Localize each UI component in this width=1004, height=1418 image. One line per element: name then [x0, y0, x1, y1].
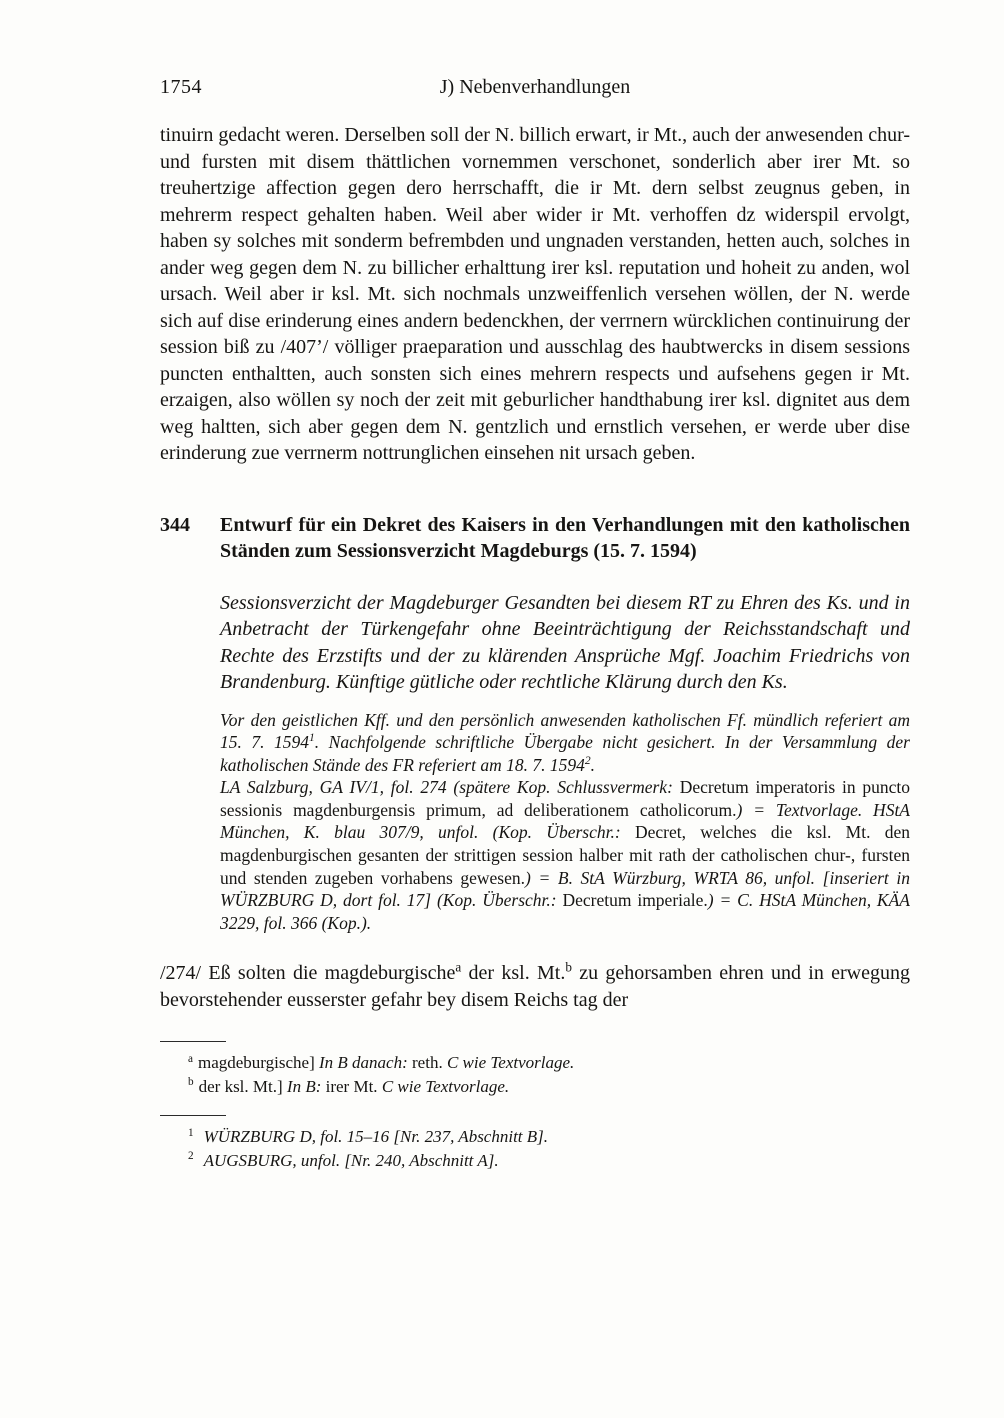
source-text: ) = Textvorlage. HStA München, K. blau 307/9, unfol. (Kop. Überschr.:	[220, 799, 910, 843]
footnote-ref-b: b	[565, 959, 572, 975]
source-quote: Decretum imperatoris in puncto sessionis magdenburgensis primum, ad deliberationem catholicorum.	[220, 777, 911, 820]
entry-number: 344	[160, 513, 190, 536]
edition-text-segment: der ksl. Mt.	[461, 962, 566, 985]
source-text: ) = C. HStA München, KÄA 3229, fol. 366 (Kop.).	[220, 890, 910, 933]
endnote-1	[188, 1125, 910, 1149]
page-number: 1754	[160, 76, 202, 98]
footnote-lemma: der ksl. Mt.]	[198, 1076, 287, 1096]
endnote-text: AUGSBURG, unfol. [Nr. 240, Abschnitt A].	[203, 1150, 499, 1170]
continuation-paragraph: tinuirn gedacht weren. Derselben soll der N. billich erwart, ir Mt., auch der anwesenden chur- und fursten mit disem thättlichen vornemmen verschonet, sonderlich aber irer Mt. so treuhertzige affection gegen dero herrschafft, die ir Mt. dern selbst zeugnus geben, in mehrerm respect gehalten haben. Weil aber wider ir Mt. verhoffen dz widerspil ervolgt, haben sy solches mit sonderm befrembden und ungnaden verstanden, hetten auch, solches in ander weg gegen dem N. zu billicher erhalttung irer ksl. reputation und hoheit zu anden, wol ursach. Weil aber ir ksl. Mt. sich nochmals unzweiffenlich versehen wöllen, der N. werde sich auf dise erinderung eines andern bedenckhen, der verrnern würcklichen continuirung der session biß zu /407’/ völliger praeparation und ausschlag des haubtwercks in disem sessions puncten enthaltten, auch sonsten sich eines mehrern respects und aufsehens gegen ir Mt. erzaigen, also wöllen sy noch der zeit mit geburlicher handthabung irer ksl. dignitet aus dem weg haltten, sich aber gegen dem N. gentzlich und ernstlich versehen, er werde uber dise erinderung zue verrnerm nottrunglichen einsehen nit ursach geben.	[160, 124, 910, 464]
edition-text-segment: /274/ Eß solten die magdeburgische	[160, 962, 456, 985]
footnote-comment: In B danach:	[319, 1053, 413, 1073]
entry-344	[160, 512, 910, 1014]
edition-text	[160, 960, 910, 1013]
endnote-ref-2: 2	[584, 754, 591, 767]
running-header	[160, 76, 910, 103]
notes-area	[160, 1041, 910, 1172]
footnote-rule	[160, 1041, 226, 1042]
source-quote: Decretum imperiale.	[562, 890, 708, 911]
footnote-mark-b: b	[188, 1076, 194, 1089]
footnote-comment: C wie Textvorlage.	[381, 1076, 510, 1096]
endnote-text: WÜRZBURG D, fol. 15–16 [Nr. 237, Abschnitt B].	[203, 1127, 549, 1147]
referral-text: . Nachfolgende schriftliche Übergabe nicht gesichert. In der Versammlung der katholischen Stände des FR referiert am 18. 7. 1594	[220, 732, 910, 775]
endnote-2	[188, 1149, 910, 1173]
footnote-reading: irer Mt.	[325, 1076, 382, 1096]
footnote-a	[188, 1051, 910, 1075]
endnote-mark-1: 1	[188, 1126, 194, 1139]
entry-title: Entwurf für ein Dekret des Kaisers in den Verhandlungen mit den katholischen Ständen zum Sessionsverzicht Magdeburgs (15. 7. 1594)	[220, 513, 910, 562]
referral-text: Vor den geistlichen Kff. und den persönlich anwesenden katholischen Ff. mündlich referiert am 15. 7. 1594	[220, 709, 910, 753]
footnote-lemma: magdeburgische]	[197, 1053, 319, 1073]
source-text: ) = B. StA Würzburg, WRTA 86, unfol. [inseriert in WÜRZBURG D, dort fol. 17] (Kop. Überschr.:	[220, 867, 910, 911]
source-quote: Decret, welches die ksl. Mt. den magdenburgischen gesanten der strittigen session halber mit rath der catholischen chur-, fursten und stenden zugeben vorhabens gewesen.	[220, 822, 910, 888]
footnote-ref-a: a	[455, 959, 462, 975]
source-note	[220, 776, 910, 934]
footnote-comment: C wie Textvorlage.	[446, 1053, 575, 1073]
entry-heading	[160, 512, 910, 565]
footnote-mark-a: a	[188, 1052, 193, 1065]
source-text: LA Salzburg, GA IV/1, fol. 274 (spätere Kop. Schlussvermerk:	[220, 777, 680, 798]
edition-text-segment: zu gehorsamben ehren und in erwegung bevorstehender eusserster gefahr bey disem Reichs tag der	[160, 962, 910, 1011]
footnote-comment: In B:	[286, 1076, 326, 1096]
referral-text: .	[590, 754, 595, 775]
entry-apparatus	[220, 709, 910, 935]
running-head-title: J) Nebenverhandlungen	[439, 76, 631, 98]
endnote-rule	[160, 1115, 226, 1116]
endnote-ref-1: 1	[309, 732, 315, 745]
referral-note	[220, 709, 910, 777]
endnote-mark-2: 2	[188, 1150, 194, 1163]
footnote-reading: reth.	[412, 1053, 447, 1073]
footnote-b	[188, 1075, 910, 1099]
entry-summary: Sessionsverzicht der Magdeburger Gesandten bei diesem RT zu Ehren des Ks. und in Anbetracht der Türkengefahr ohne Beeinträchtigung der Reichsstandschaft und Rechte des Erzstifts und der zu klärenden Ansprüche Mgf. Joachim Friedrichs von Brandenburg. Künftige gütliche oder rechtliche Klärung durch den Ks.	[220, 591, 910, 693]
